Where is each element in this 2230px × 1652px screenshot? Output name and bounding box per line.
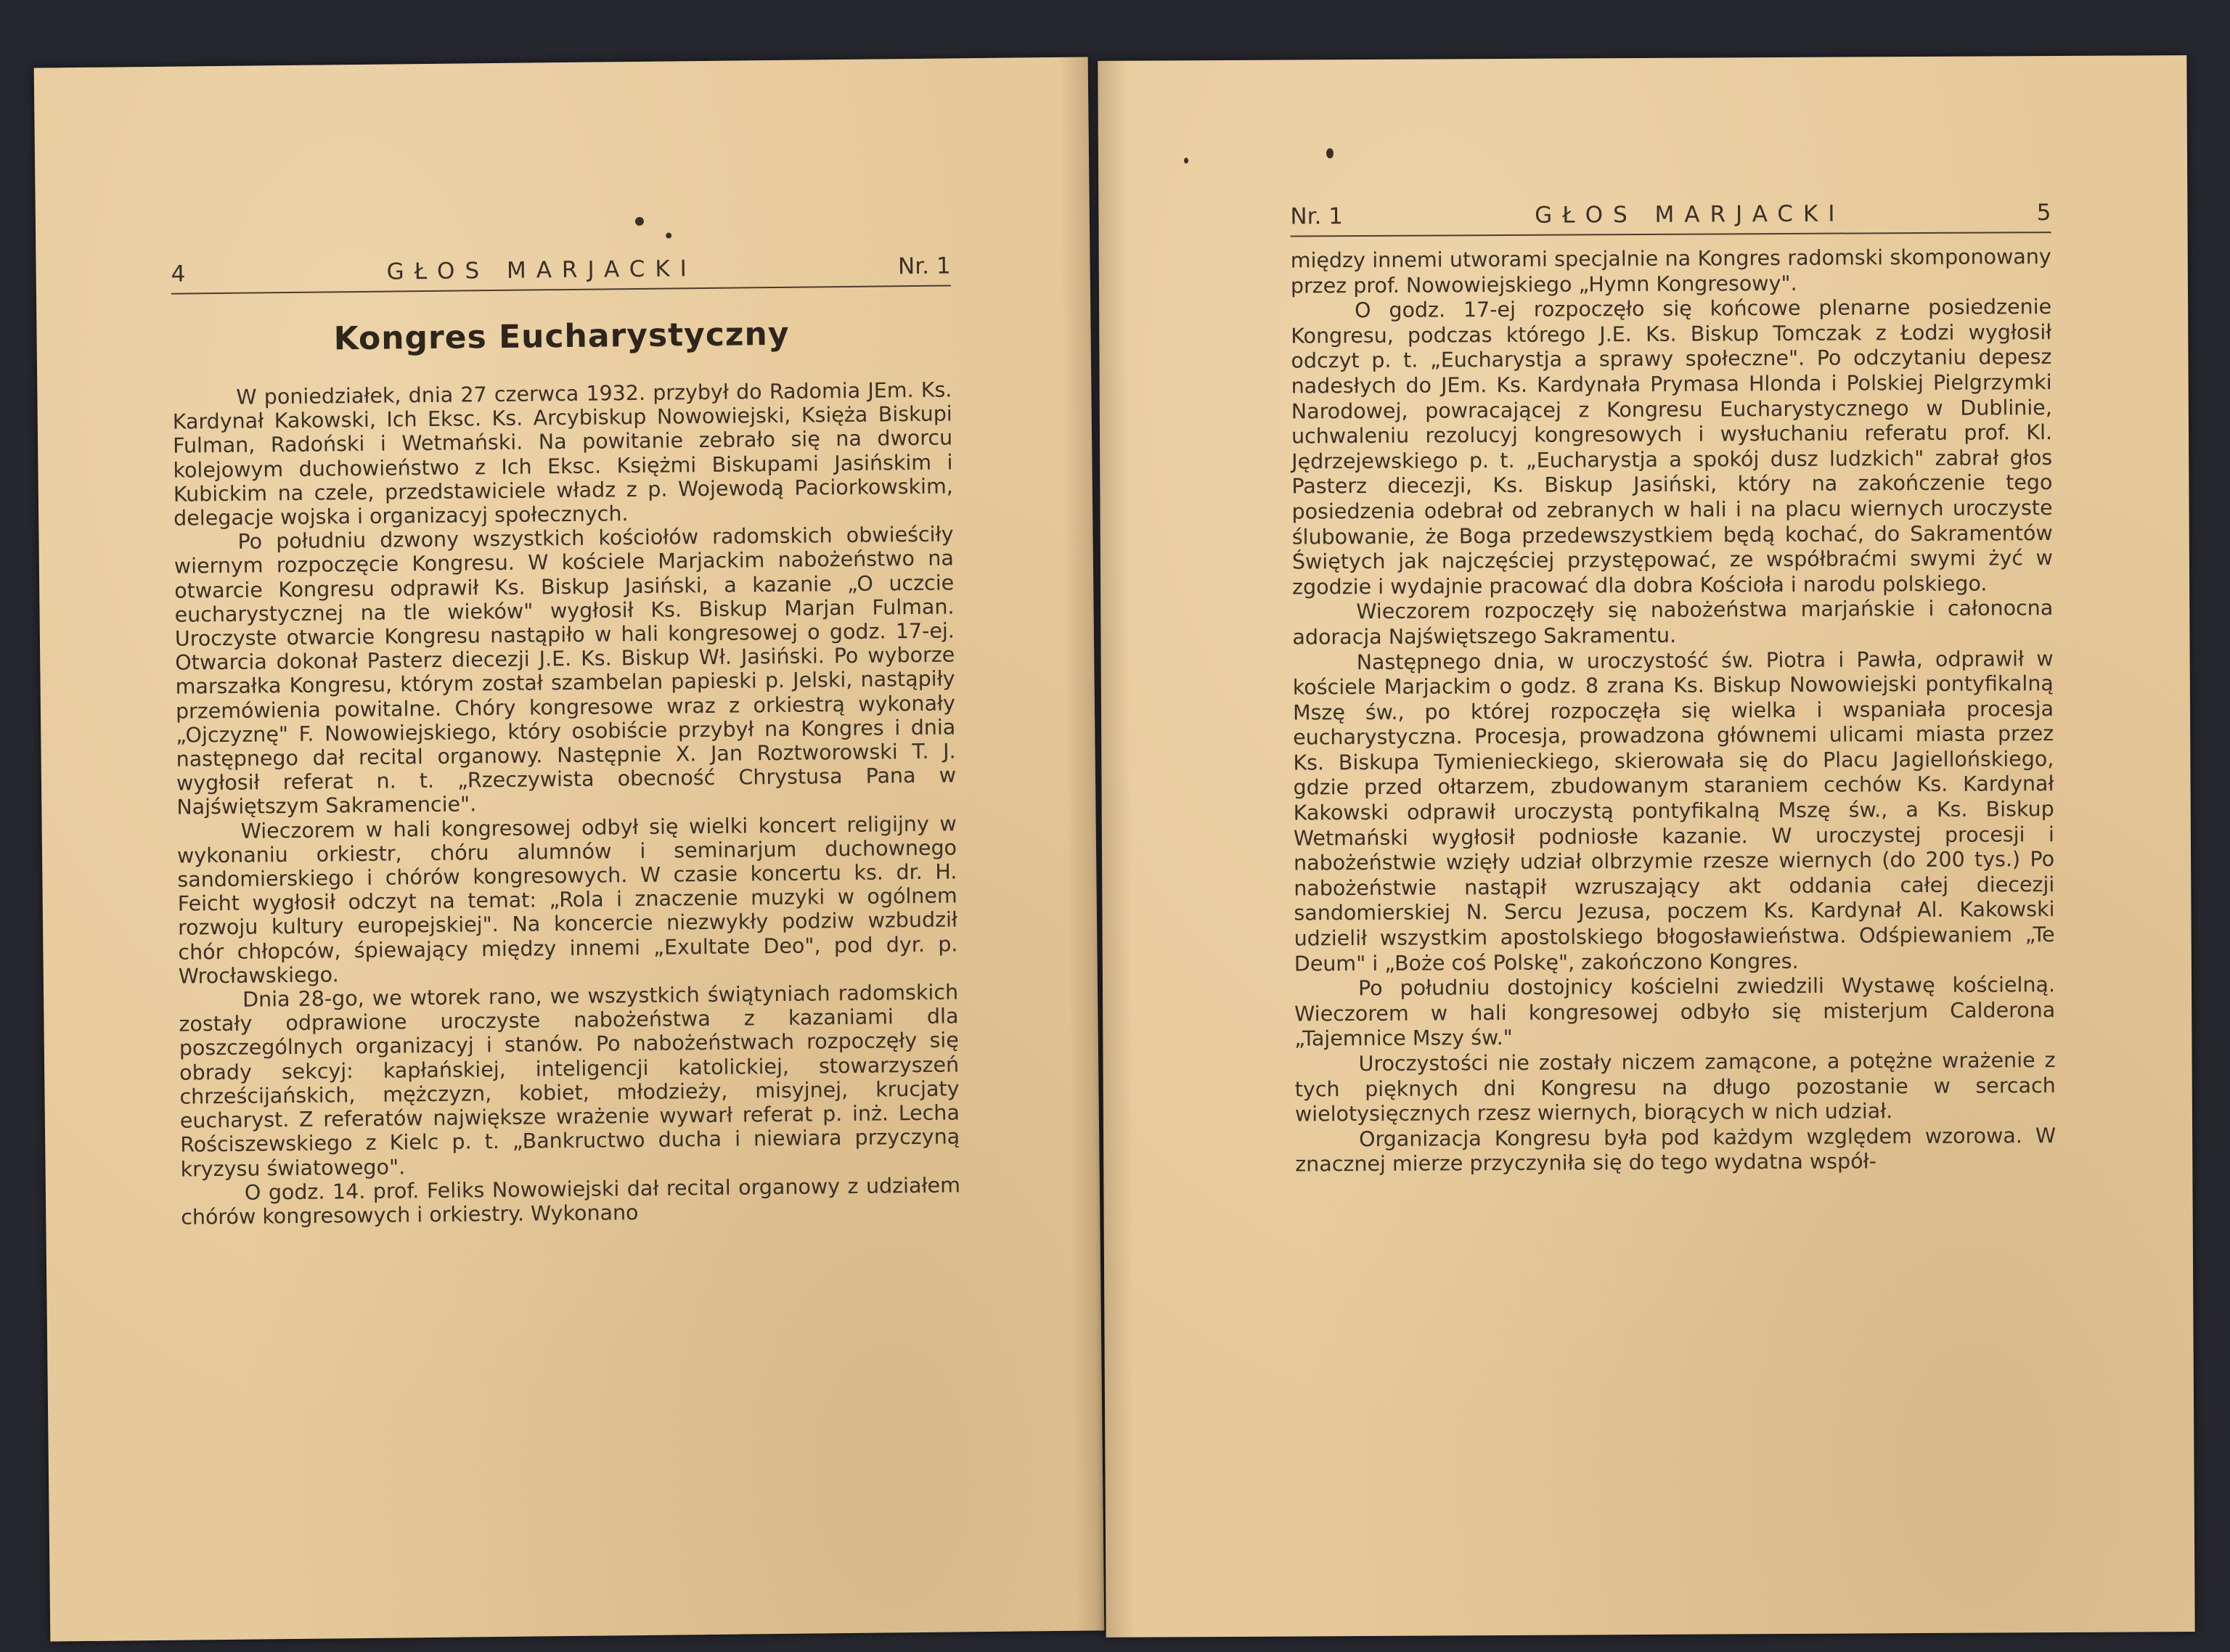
running-head [1290,200,2051,237]
issue-number: Nr. 1 [897,253,951,280]
running-head [171,253,950,294]
paragraph: W poniedziałek, dnia 27 czerwca 1932. przybył do Radomia JEm. Ks. Kardynał Kakowski, Ich Eksc. Ks. Arcybiskup Nowowiejski, Księża Biskupi Fulman, Radoński i Wetmański. Na powitanie zebrało się na dworcu kolejowym duchowieństwo z Ich Eksc. Księżmi Biskupami Jasińskim i Kubickim na czele, przedstawiciele władz z p. Wojewodą Paciorkowskim, delegacje wojska i organizacyj społecznych. [172,377,953,531]
paragraph: Po południu dostojnicy kościelni zwiedzili Wystawę kościelną. Wieczorem w hali kongresowej odbyło się misterjum Calderona „Tajemnice Mszy św." [1294,973,2056,1051]
paragraph: Dnia 28-go, we wtorek rano, we wszystkich świątyniach radomskich zostały odprawione uroczyste nabożeństwa z kazaniami dla poszczególnych organizacyj i stanów. Po nabożeństwach rozpoczęły się obrady sekcyj: kapłańskiej, inteligencji katolickiej, stowarzyszeń chrześcijańskich, mężczyzn, kobiet, młodzieży, misyjnej, krucjaty eucharyst. Z referatów największe wrażenie wywarł referat p. inż. Lecha Rościszewskiego z Kielc p. t. „Bankructwo ducha i niewiara przyczyną kryzysu światowego". [179,980,960,1182]
ink-speck [635,217,644,226]
paragraph: Uroczystości nie zostały niczem zamącone, a potężne wrażenie z tych pięknych dni Kongresu na długo pozostanie w sercach wielotysięcznych rzesz wiernych, biorących w nich udział. [1294,1048,2056,1126]
paragraph: Po południu dzwony wszystkich kościołów radomskich obwieściły wiernym rozpoczęcie Kongresu. W kościele Marjackim nabożeństwo na otwarcie Kongresu odprawił Ks. Biskup Jasiński, a kazanie „O uczcie eucharystycznej na tle wieków" wygłosił Ks. Biskup Marjan Fulman. Uroczyste otwarcie Kongresu nastąpiło w hali kongresowej o godz. 17-ej. Otwarcia dokonał Pasterz diecezji J.E. Ks. Biskup Wł. Jasiński. Po wyborze marszałka Kongresu, którym został szambelan papieski p. Jelski, nastąpiły przemówienia powitalne. Chóry kongresowe wraz z orkiestrą wykonały „Ojczyznę" F. Nowowiejskiego, który osobiście przybył na Kongres i dnia następnego dał recital organowy. Następnie X. Jan Roztworowski T. J. wygłosił referat n. t. „Rzeczywista obecność Chrystusa Pana w Najświętszym Sakramencie". [173,522,957,820]
paragraph: O godz. 14. prof. Feliks Nowowiejski dał recital organowy z udziałem chórów kongresowych i orkiestry. Wykonano [181,1173,961,1230]
ink-speck [1184,158,1188,163]
left-page [34,57,1105,1641]
paragraph: Wieczorem w hali kongresowej odbył się wielki koncert religijny w wykonaniu orkiestr, chóru alumnów i seminarjum duchownego sandomierskiego i chórów kongresowych. W czasie koncertu ks. dr. H. Feicht wygłosił odczyt na temat: „Rola i znaczenie muzyki w ogólnem rozwoju kultury europejskiej". Na koncercie niezwykły podziw wzbudził chór chłopców, śpiewający między innemi „Exultate Deo", pod dyr. p. Wrocławskiego. [176,811,958,989]
paragraph: O godz. 17-ej rozpoczęło się końcowe plenarne posiedzenie Kongresu, podczas którego J.E. Ks. Biskup Tomczak z Łodzi wygłosił odczyt p. t. „Eucharystja a sprawy społeczne". Po odczytaniu depesz nadesłych do JEm. Ks. Kardynała Prymasa Hlonda i Polskiej Pielgrzymki Narodowej, powracającej z Kongresu Eucharystycznego w Dublinie, uchwaleniu rezolucyj kongresowych i wysłuchaniu referatu prof. Kl. Jędrzejewskiego p. t. „Eucharystja a spokój dusz ludzkich" zabrał głos Pasterz diecezji, Ks. Biskup Jasiński, który na zakończenie tego posiedzenia odebrał od zebranych w hali i na placu wiernych uroczyste ślubowanie, że Boga przedewszystkiem będą kochać, do Sakramentów Świętych jak najczęściej przystępować, ze współbraćmi swymi żyć w zgodzie i wydajnie pracować dla dobra Kościoła i narodu polskiego. [1291,295,2054,600]
page-number: 5 [2036,200,2051,226]
issue-number: Nr. 1 [1290,203,1344,230]
running-title: GŁOS MARJACKI [386,255,698,285]
continued-paragraph: między innemi utworami specjalnie na Kongres radomski skomponowany przez prof. Nowowiejskiego „Hymn Kongresowy". [1290,245,2051,298]
ink-speck [1326,148,1333,158]
article-body [172,377,960,1229]
ink-speck [666,232,671,238]
article-body [1291,245,2057,1177]
paragraph: Wieczorem rozpoczęły się nabożeństwa marjańskie i całonocna adoracja Najświętszego Sakramentu. [1292,596,2054,650]
right-page [1098,55,2194,1637]
article-title: Kongres Eucharystyczny [333,315,790,358]
paragraph: Następnego dnia, w uroczystość św. Piotra i Pawła, odprawił w kościele Marjackim o godz. 8 zrana Ks. Biskup Nowowiejski pontyfikalną Mszę św., po której rozpoczęła się wielka i wspaniała procesja eucharystyczna. Procesja, prowadzona głównemi ulicami miasta przez Ks. Biskupa Tymienieckiego, skierowała się do Placu Jagiellońskiego, gdzie przed ołtarzem, zbudowanym staraniem cechów Ks. Kardynał Kakowski odprawił uroczystą pontyfikalną Mszę św., a Ks. Biskup Wetmański wygłosił podniosłe kazanie. W uroczystej procesji i nabożeństwie wzięły udział olbrzymie rzesze wiernych (do 200 tys.) Po nabożeństwie nastąpił wzruszający akt oddania całej diecezji sandomierskiej N. Sercu Jezusa, poczem Ks. Kardynał Al. Kakowski udzielił wszystkim apostolskiego błogosławieństwa. Odśpiewaniem „Te Deum" i „Boże coś Polskę", zakończono Kongres. [1292,646,2055,976]
running-title: GŁOS MARJACKI [1535,200,1845,229]
paragraph: Organizacja Kongresu była pod każdym względem wzorowa. W znacznej mierze przyczyniła się do tego wydatna współ- [1295,1123,2057,1177]
page-number: 4 [171,261,186,287]
